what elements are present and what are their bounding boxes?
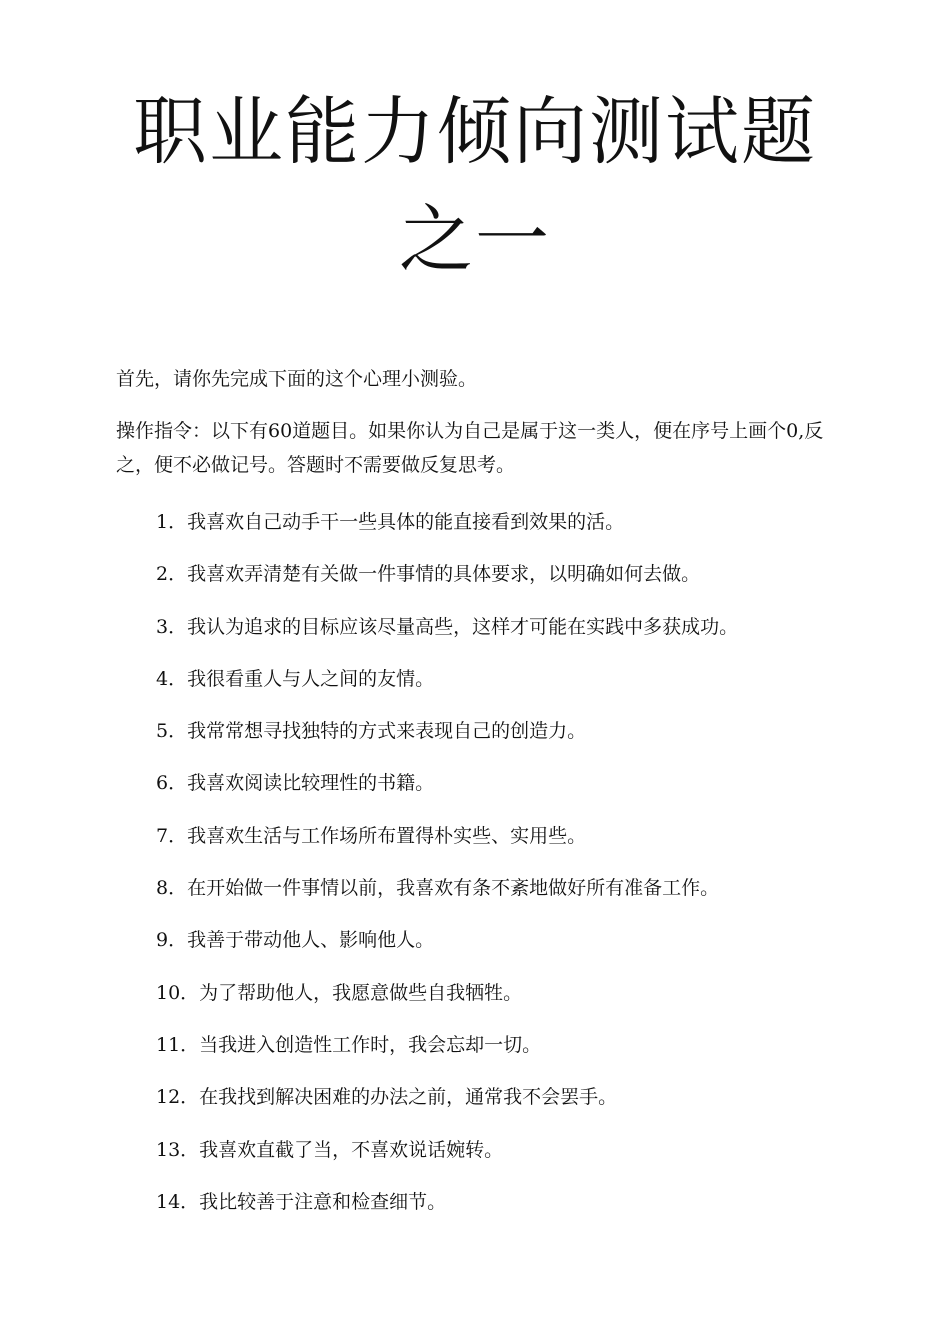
question-item: 13．我喜欢直截了当，不喜欢说话婉转。 [156,1138,504,1161]
question-item: 8．在开始做一件事情以前，我喜欢有条不紊地做好所有准备工作。 [156,877,720,900]
question-item: 1．我喜欢自己动手干一些具体的能直接看到效果的活。 [156,511,625,533]
question-item: 2．我喜欢弄清楚有关做一件事情的具体要求，以明确如何去做。 [156,563,701,586]
question-item: 12．在我找到解决困难的办法之前，通常我不会罢手。 [156,1086,618,1109]
question-item: 4．我很看重人与人之间的友情。 [156,667,435,690]
instruction-paragraph: 操作指令：以下有60道题目。如果你认为自己是属于这一类人，便在序号上画个0,反之，便不必做记号。答题时不需要做反复思考。 [116,420,824,476]
question-item: 14．我比较善于注意和检查细节。 [156,1190,447,1213]
question-item: 5．我常常想寻找独特的方式来表现自己的创造力。 [156,720,587,743]
document-title-line-2: 之一 [399,197,551,283]
intro-paragraph: 首先，请你先完成下面的这个心理小测验。 [116,368,478,390]
question-item: 6．我喜欢阅读比较理性的书籍。 [156,772,435,795]
question-item: 10．为了帮助他人，我愿意做些自我牺牲。 [156,981,523,1004]
question-item: 9．我善于带动他人、影响他人。 [156,929,435,952]
question-item: 7．我喜欢生活与工作场所布置得朴实些、实用些。 [156,824,587,847]
question-list [156,507,856,1239]
document-title-line-1: 职业能力倾向测试题 [133,89,817,175]
question-item: 11．当我进入创造性工作时，我会忘却一切。 [156,1033,542,1056]
question-item: 3．我认为追求的目标应该尽量高些，这样才可能在实践中多获成功。 [156,615,739,638]
